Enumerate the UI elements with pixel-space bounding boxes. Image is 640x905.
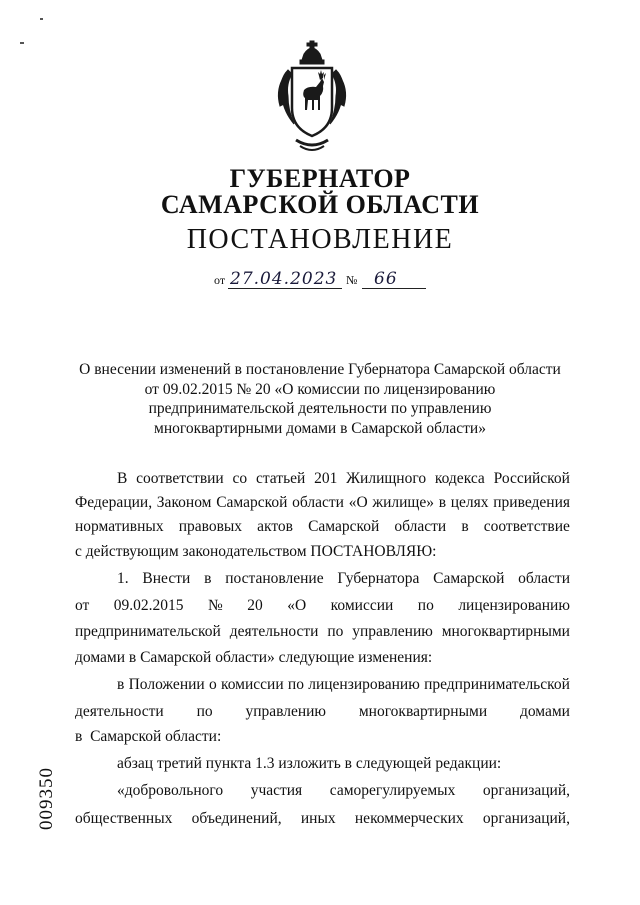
body-word: многоквартирными (441, 623, 570, 640)
body-line (75, 494, 570, 512)
body-word: Самарской (216, 494, 288, 511)
registration-number: 009350 (36, 767, 57, 830)
body-word: «О (348, 494, 368, 511)
body-word: Российской (493, 470, 570, 487)
body-word: абзац третий пункта 1.3 изложить в следующей редакции: (117, 755, 502, 772)
body-line (75, 649, 570, 667)
body-word: «добровольного (117, 782, 224, 799)
issuer-title-line1: ГУБЕРНАТОР (229, 164, 411, 193)
handwritten-number: 66 (374, 269, 398, 289)
body-word: 20 (247, 597, 263, 614)
body-word: по (287, 676, 304, 693)
body-word: В (117, 470, 128, 487)
body-word: общественных (75, 810, 173, 827)
body-word: деятельности (229, 623, 319, 640)
body-word: домами (519, 703, 570, 720)
body-word: саморегулируемых (329, 782, 456, 799)
body-line (75, 703, 570, 721)
document-subject (60, 360, 580, 438)
body-word: лицензированию (308, 676, 420, 693)
body-word: «О (287, 597, 307, 614)
handwritten-date: 27.04.2023 (230, 269, 338, 289)
body-word: нормативных (75, 518, 164, 535)
body-word: в Самарской области: (75, 728, 222, 745)
number-label: № (346, 273, 358, 287)
body-word: в (204, 570, 212, 587)
body-line (75, 543, 570, 561)
body-word: Положении (128, 676, 205, 693)
body-line (117, 782, 570, 800)
body-word: о (208, 676, 217, 693)
body-word: области (292, 494, 344, 511)
body-word: правовых (178, 518, 243, 535)
body-word: соответствие (483, 518, 570, 535)
body-word: управлению (245, 703, 327, 720)
body-word: Жилищного (346, 470, 427, 487)
body-line (117, 755, 570, 773)
body-word: Внести (142, 570, 191, 587)
body-word: с действующим законодательством ПОСТАНОВЛЯЮ: (75, 543, 437, 560)
body-word: домами в Самарской области» следующие изменения: (75, 649, 433, 666)
body-word: деятельности (75, 703, 164, 720)
coat-of-arms-emblem (274, 40, 350, 156)
body-word: соответствии (136, 470, 224, 487)
body-word: постановление (225, 570, 324, 587)
body-word: управлению (352, 623, 433, 640)
body-word: статьей (255, 470, 306, 487)
scan-speck (40, 18, 43, 20)
body-line (75, 728, 570, 746)
body-word: 1. (117, 570, 129, 587)
body-word: жилище» (372, 494, 434, 511)
body-word: комиссии (220, 676, 284, 693)
body-word: комиссии (330, 597, 394, 614)
subject-line: предпринимательской деятельности по управлению (148, 400, 492, 417)
body-word: 201 (314, 470, 338, 487)
body-word: № (208, 597, 223, 614)
body-word: Самарской (308, 518, 380, 535)
body-word: в (461, 518, 469, 535)
body-word: в (438, 494, 447, 511)
body-word: от (75, 597, 90, 614)
body-word: области (394, 518, 447, 535)
body-word: кодекса (434, 470, 485, 487)
body-word: некоммерческих (354, 810, 464, 827)
document-type-title: ПОСТАНОВЛЕНИЕ (186, 224, 454, 255)
body-line (75, 810, 570, 828)
subject-line: О внесении изменений в постановление Губернатора Самарской области (79, 361, 561, 378)
body-word: участия (250, 782, 303, 799)
body-word: предпринимательской (75, 623, 221, 640)
body-line (75, 623, 570, 641)
date-number-line (214, 270, 434, 292)
body-word: предпринимательской (424, 676, 570, 693)
body-word: по (196, 703, 213, 720)
body-word: Законом (156, 494, 212, 511)
body-word: лицензированию (458, 597, 570, 614)
body-word: организаций, (482, 782, 570, 799)
issuer-title-line2: САМАРСКОЙ ОБЛАСТИ (160, 190, 480, 219)
subject-line: от 09.02.2015 № 20 «О комиссии по лицензированию (144, 380, 496, 398)
body-word: в (117, 676, 125, 693)
body-word: Федерации, (75, 494, 153, 511)
body-word: 09.02.2015 (113, 597, 184, 614)
body-line (117, 676, 570, 694)
body-word: актов (257, 518, 293, 535)
date-from-label: от (214, 273, 226, 287)
body-word: многоквартирными (358, 703, 488, 720)
body-word: иных (300, 810, 336, 827)
body-word: по (327, 623, 344, 640)
body-word: Губернатора (337, 570, 420, 587)
body-line (75, 597, 570, 615)
scan-speck (20, 42, 24, 44)
body-word: организаций, (482, 810, 570, 827)
body-line (117, 570, 570, 588)
body-word: со (232, 470, 248, 487)
body-word: области (518, 570, 570, 587)
body-word: Самарской (433, 570, 505, 587)
body-word: приведения (493, 494, 570, 511)
subject-line: многоквартирными домами в Самарской области» (154, 419, 486, 437)
body-word: по (417, 597, 434, 614)
body-line (117, 470, 570, 488)
body-word: целях (450, 494, 489, 511)
body-word: объединений, (191, 810, 282, 827)
body-line (75, 518, 570, 536)
